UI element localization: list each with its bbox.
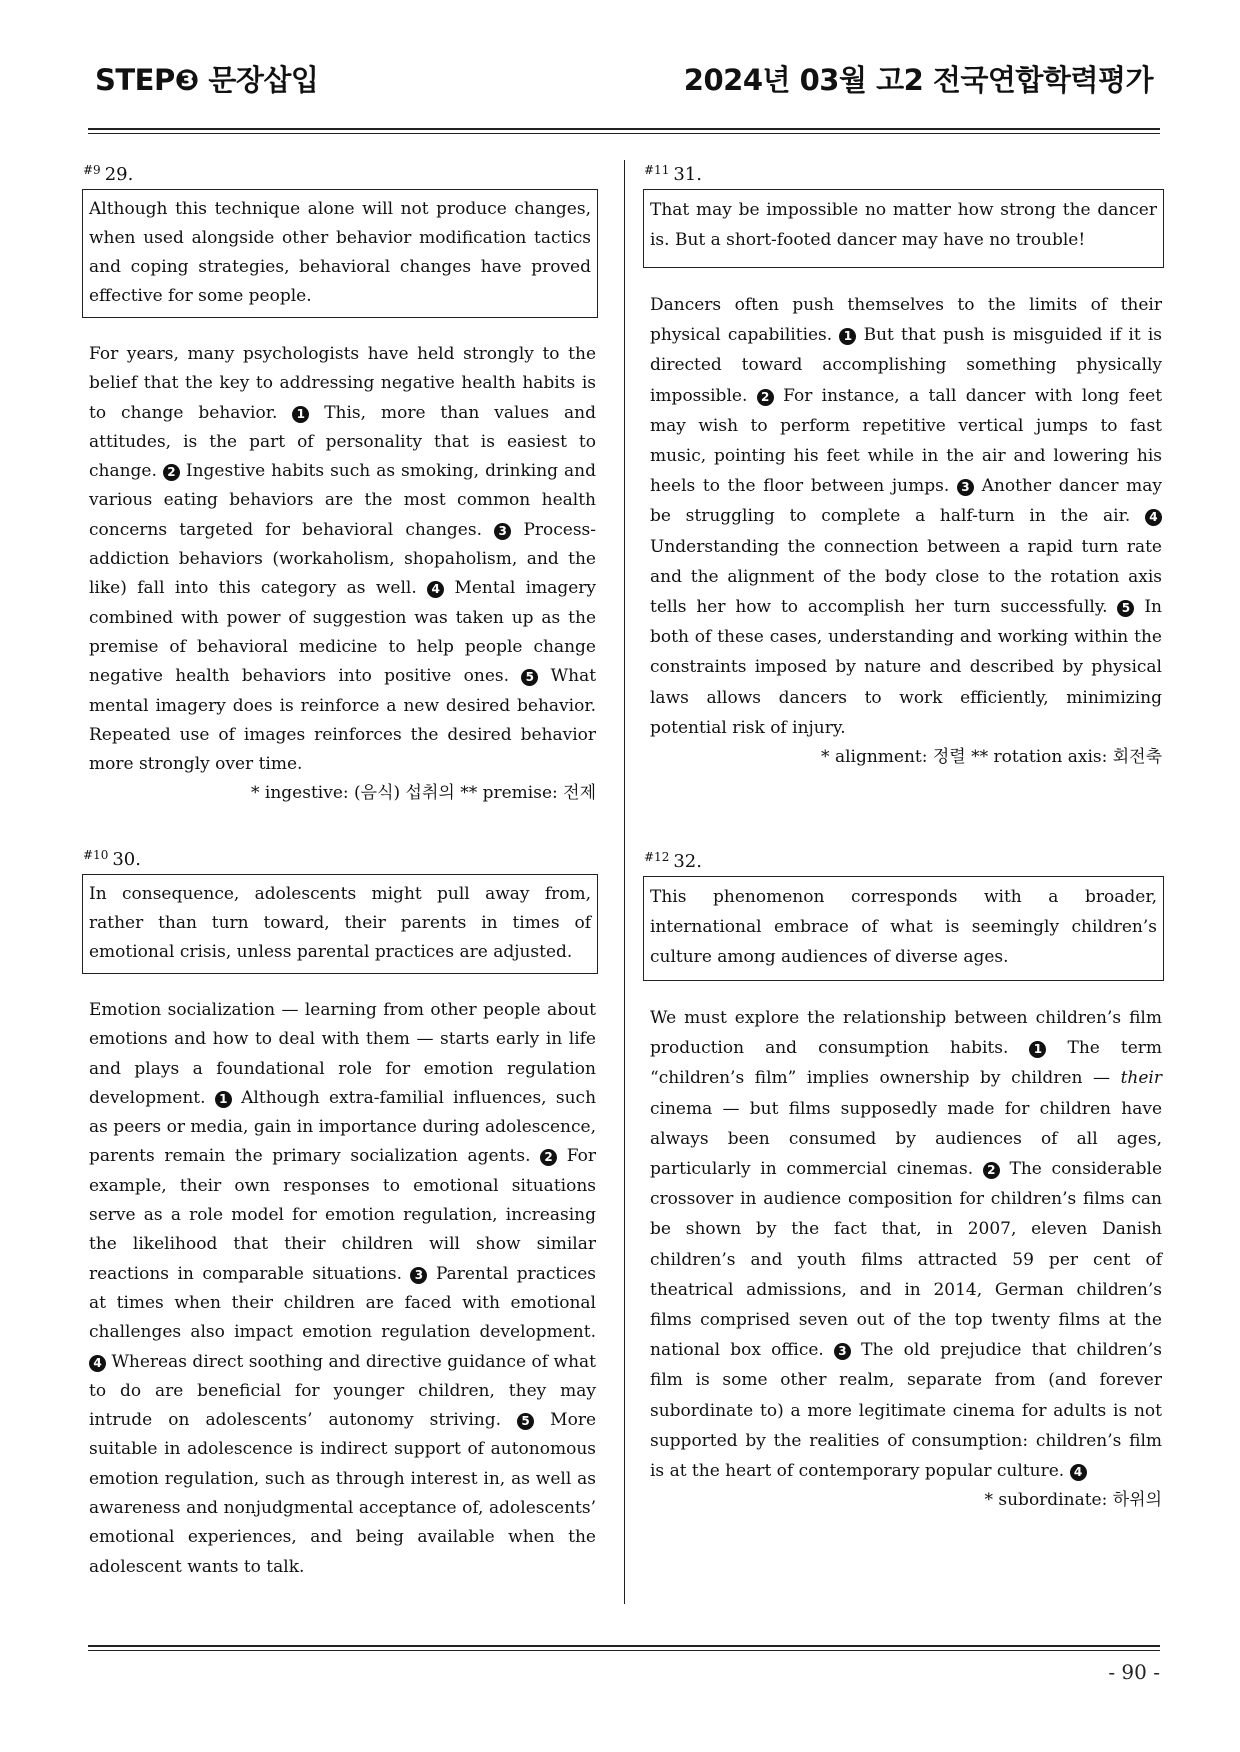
- marker-5-icon: 5: [521, 669, 538, 686]
- passage-text: For years, many psychologists have held strongly to the belief that the key to addressing negative health habits is to change behavior.: [89, 344, 596, 423]
- question-number: [83, 158, 598, 187]
- passage-text: The considerable crossover in audience composition for children’s films can be shown by the fact that, in 2007, eleven Danish children’s and youth films attracted 59 per cent of theatrical admissions, and in 2014, German children’s films comprised seven out of the top twenty films at the national box office.: [650, 1159, 1162, 1361]
- given-sentence-box: That may be impossible no matter how strong the dancer is. But a short-footed dancer may have no trouble!: [643, 189, 1164, 268]
- question-29: [83, 158, 598, 807]
- given-sentence-box: Although this technique alone will not produce changes, when used alongside other behavior modification tactics and coping strategies, behavioral changes have proved effective for some people.: [82, 189, 598, 318]
- marker-2-icon: 2: [983, 1162, 1000, 1179]
- passage: [644, 1003, 1164, 1486]
- marker-1-icon: 1: [292, 406, 309, 423]
- passage-text: Whereas direct soothing and directive guidance of what to do are beneficial for younger children, they may intrude on adolescents’ autonomy striving.: [89, 1351, 596, 1431]
- passage-text: This, more than values and attitudes, is the part of personality that is easiest to change.: [89, 402, 596, 482]
- footnote: * ingestive: (음식) 섭취의 ** premise: 전제: [251, 783, 596, 804]
- question-30: [83, 843, 598, 1582]
- question-id: #10: [83, 848, 109, 862]
- passage-text: Another dancer may be struggling to complete a half-turn in the air.: [650, 476, 1163, 527]
- passage-text: More suitable in adolescence is indirect support of autonomous emotion regulation, such as through interest in, as well as awareness and nonjudgmental acceptance of, adolescents’ emotional experiences, and being available when the adolescent wants to talk.: [89, 1410, 597, 1577]
- passage-text: We must explore the relationship between children’s film production and consumption habits.: [650, 1008, 1162, 1059]
- marker-4-icon: 4: [427, 581, 444, 598]
- exam-title: 2024년 03월 고2 전국연합학력평가: [683, 63, 1153, 97]
- marker-3-icon: 3: [494, 523, 511, 540]
- passage-text: For instance, a tall dancer with long feet may wish to perform repetitive vertical jumps to fast music, pointing his feet while in the air and lowering his heels to the floor between jumps.: [650, 385, 1163, 497]
- passage-text: What mental imagery does is reinforce a new desired behavior. Repeated use of images reinforces the desired behavior more strongly over time.: [89, 666, 597, 775]
- passage: [83, 340, 598, 779]
- question-number: [644, 845, 1164, 874]
- column-divider: [624, 160, 625, 1604]
- marker-4-icon: 4: [1145, 509, 1162, 526]
- question-id: #12: [644, 850, 670, 864]
- marker-5-icon: 5: [1117, 600, 1134, 617]
- passage-text: The term “children’s film” implies ownership by children —: [650, 1038, 1163, 1089]
- passage-text: The old prejudice that children’s film is some other realm, separate from (and forever subordinate to) a more legitimate cinema for adults is not supported by the realities of consumption: children’s film is at the heart of contemporary popular culture.: [650, 1340, 1162, 1482]
- question-number-text: 31.: [673, 164, 702, 185]
- question-number-text: 29.: [104, 164, 134, 185]
- passage-text: But that push is misguided if it is directed toward accomplishing something physically impossible.: [650, 325, 1163, 406]
- question-31: [644, 158, 1164, 771]
- marker-2-icon: 2: [163, 464, 180, 481]
- page-number: - 90 -: [1108, 1660, 1160, 1684]
- marker-1-icon: 1: [215, 1091, 232, 1108]
- question-id: #9: [83, 163, 101, 177]
- marker-3-icon: 3: [834, 1343, 851, 1360]
- question-number-text: 30.: [112, 849, 141, 870]
- question-number-text: 32.: [673, 851, 702, 872]
- passage-italic-text: their: [1120, 1068, 1162, 1089]
- marker-4-icon: 4: [89, 1355, 106, 1372]
- passage-text: Emotion socialization — learning from other people about emotions and how to deal with them — starts early in life and plays a foundational role for emotion regulation development.: [89, 1000, 596, 1108]
- header-rule-bottom: [88, 133, 1160, 134]
- footer-rule-bottom: [88, 1650, 1160, 1651]
- footnote: * alignment: 정렬 ** rotation axis: 회전축: [821, 747, 1162, 768]
- marker-2-icon: 2: [757, 389, 774, 406]
- passage: [83, 996, 598, 1582]
- passage-text: For example, their own responses to emotional situations serve as a role model for emotion regulation, increasing the likelihood that their children will show similar reactions in comparable situations.: [89, 1146, 596, 1284]
- passage-text: Parental practices at times when their children are faced with emotional challenges also impact emotion regulation development.: [89, 1263, 596, 1343]
- marker-3-icon: 3: [410, 1267, 427, 1284]
- passage-text: Understanding the connection between a rapid turn rate and the alignment of the body close to the rotation axis tells her how to accomplish her turn successfully.: [650, 536, 1162, 618]
- question-number: [644, 158, 1164, 187]
- passage-text: Process-addiction behaviors (workaholism, shopaholism, and the like) fall into this category as well.: [89, 519, 597, 599]
- footnote: * subordinate: 하위의: [984, 1490, 1162, 1511]
- marker-2-icon: 2: [540, 1149, 557, 1166]
- marker-1-icon: 1: [839, 328, 856, 345]
- header-rule-top: [88, 128, 1160, 130]
- question-32: [644, 845, 1164, 1514]
- marker-3-icon: 3: [957, 479, 974, 496]
- given-sentence-box: This phenomenon corresponds with a broader, international embrace of what is seemingly children’s culture among audiences of diverse ages.: [643, 876, 1164, 981]
- step-title: STEP❸ 문장삽입: [95, 63, 319, 97]
- given-sentence-box: In consequence, adolescents might pull away from, rather than turn toward, their parents in times of emotional crisis, unless parental practices are adjusted.: [82, 874, 598, 974]
- passage-text: Dancers often push themselves to the limits of their physical capabilities.: [650, 295, 1162, 346]
- footer-rule-top: [88, 1645, 1160, 1647]
- question-number: [83, 843, 598, 872]
- passage-text: Although extra-familial influences, such as peers or media, gain in importance during adolescence, parents remain the primary socialization agents.: [89, 1087, 597, 1167]
- passage-text: cinema — but films supposedly made for children have always been consumed by audiences of all ages, particularly in commercial cinemas.: [650, 1098, 1162, 1180]
- marker-4-icon: 4: [1070, 1464, 1087, 1481]
- passage-text: Ingestive habits such as smoking, drinking and various eating behaviors are the most common health concerns targeted for behavioral changes.: [89, 461, 596, 540]
- passage-text: In both of these cases, understanding and working within the constraints imposed by nature and described by physical laws allows dancers to work efficiently, minimizing potential risk of injury.: [650, 597, 1162, 738]
- marker-1-icon: 1: [1029, 1041, 1046, 1058]
- question-id: #11: [644, 163, 670, 177]
- passage: [644, 290, 1164, 743]
- passage-text: Mental imagery combined with power of suggestion was taken up as the premise of behavioral medicine to help people change negative health behaviors into positive ones.: [89, 578, 596, 687]
- marker-5-icon: 5: [517, 1413, 534, 1430]
